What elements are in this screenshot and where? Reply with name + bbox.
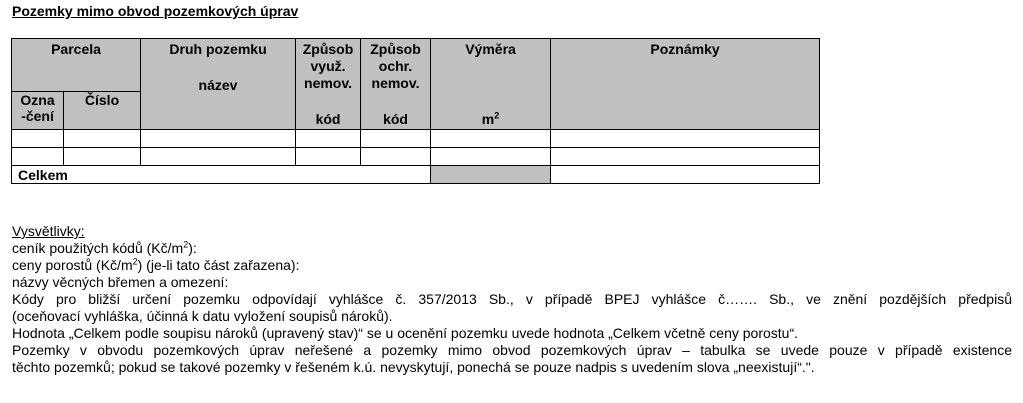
header-parcela: Parcela — [12, 39, 141, 92]
explanation-easements: názvy věcných břemen a omezení: — [12, 274, 229, 290]
header-poznamky: Poznámky — [551, 39, 820, 130]
total-label: Celkem — [12, 166, 431, 184]
total-poznamky-cell[interactable] — [551, 166, 820, 184]
table-row — [12, 148, 820, 166]
header-druh-pozemku: Druh pozemku název — [141, 39, 296, 130]
header-zpusob-vyuziti: Způsob využ. nemov. kód — [296, 39, 361, 130]
cell-poznamky[interactable] — [551, 148, 820, 166]
vymera-unit: m — [481, 111, 495, 127]
explanation-unsolved-parcels: Pozemky v obvodu pozemkových úprav neřešené a pozemky mimo obvod pozemkových úprav – tabulka se uvede pouze v případě existence — [12, 342, 1012, 358]
cell-cislo[interactable] — [64, 148, 141, 166]
cell-druh[interactable] — [141, 130, 296, 148]
total-row — [12, 166, 820, 184]
parcels-table — [11, 38, 820, 184]
cell-cislo[interactable] — [64, 130, 141, 148]
explanations-heading: Vysvětlivky: — [12, 223, 85, 239]
header-oznaceni: Ozna -čení — [12, 91, 64, 129]
explanation-nonexistent: těchto pozemků; pokud se takové pozemky v řešeném k.ú. nevyskytují, ponechá se pouze nadpis s uvedením slova „neexistují“.". — [12, 359, 815, 375]
cell-oznaceni[interactable] — [12, 130, 64, 148]
cell-ochrana[interactable] — [361, 130, 431, 148]
document-title: Pozemky mimo obvod pozemkových úprav — [12, 3, 299, 19]
explanations — [12, 223, 1012, 376]
header-cislo: Číslo — [64, 91, 141, 129]
cell-poznamky[interactable] — [551, 130, 820, 148]
cell-vyuziti[interactable] — [296, 148, 361, 166]
cell-druh[interactable] — [141, 148, 296, 166]
cell-vymera[interactable] — [431, 148, 551, 166]
explanation-codes-price: ceník použitých kódů $(Kč/m^2)$: — [12, 239, 197, 256]
cell-vyuziti[interactable] — [296, 130, 361, 148]
vymera-unit-exponent: 2 — [494, 110, 500, 121]
header-vymera: Výměra $m^2$ — [431, 39, 551, 130]
cell-vymera[interactable] — [431, 130, 551, 148]
explanation-codes-regulation: Kódy pro bližší určení pozemku odpovídají vyhlášce č. 357/2013 Sb., v případě BPEJ vyhlášce č……. Sb., ve znění pozdějších předpisů — [12, 291, 1012, 307]
explanation-growth-price: ceny porostů $(Kč/m^2)$ (je-li tato část zařazena): — [12, 256, 300, 273]
header-zpusob-ochrany: Způsob ochr. nemov. kód — [361, 39, 431, 130]
cell-oznaceni[interactable] — [12, 148, 64, 166]
explanation-total-value: Hodnota „Celkem podle soupisu nároků (upravený stav)“ se u ocenění pozemku uvede hodnota „Celkem včetně ceny porostu“. — [12, 325, 798, 341]
table-row — [12, 130, 820, 148]
total-vymera-cell — [431, 166, 551, 184]
cell-ochrana[interactable] — [361, 148, 431, 166]
explanation-valuation-decree: (oceňovací vyhláška, účinná k datu vyložení soupisů nároků). — [12, 308, 393, 324]
